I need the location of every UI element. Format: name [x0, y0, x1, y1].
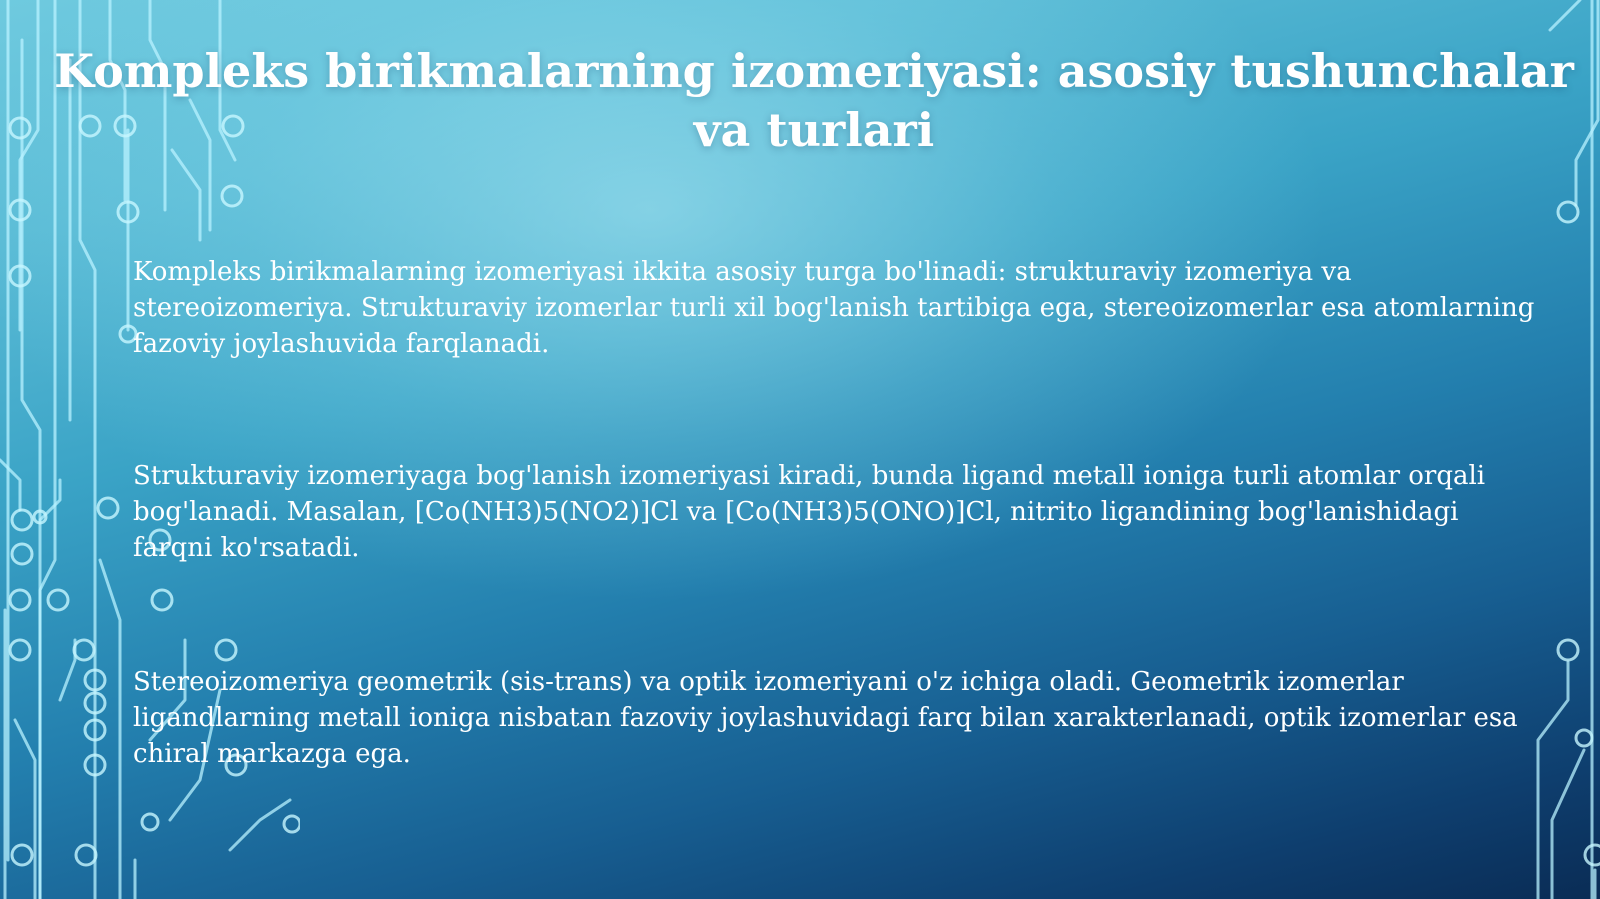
paragraph-strukturaviy-izomeriya: Strukturaviy izomeriyaga bog'lanish izomeriyasi kiradi, bunda ligand metall ioniga turli atomlar orqali bog'lanadi. Masalan, [Co(NH3)5(NO2)]Cl va [Co(NH3)5(ONO)]Cl, nitrito ligandining bog'lanishidagi farqni ko'rsatadi.	[133, 461, 1486, 563]
paragraph-stereoizomeriya: Stereoizomeriya geometrik (sis-trans) va optik izomeriyani o'z ichiga oladi. Geometrik izomerlar ligandlarning metall ioniga nisbatan fazoviy joylashuvidagi farq bilan xarakterlanadi, optik izomerlar esa chiral markazga ega.	[133, 667, 1518, 769]
slide-title: Kompleks birikmalarning izomeriyasi: asosiy tushunchalar va turlari	[54, 44, 1574, 157]
paragraph-izomeriya-turlari: Kompleks birikmalarning izomeriyasi ikkita asosiy turga bo'linadi: strukturaviy izomeriya va stereoizomeriya. Strukturaviy izomerlar turli xil bog'lanish tartibiga ega, stereoizomerlar esa atomlarning fazoviy joylashuvida farqlanadi.	[133, 257, 1535, 359]
